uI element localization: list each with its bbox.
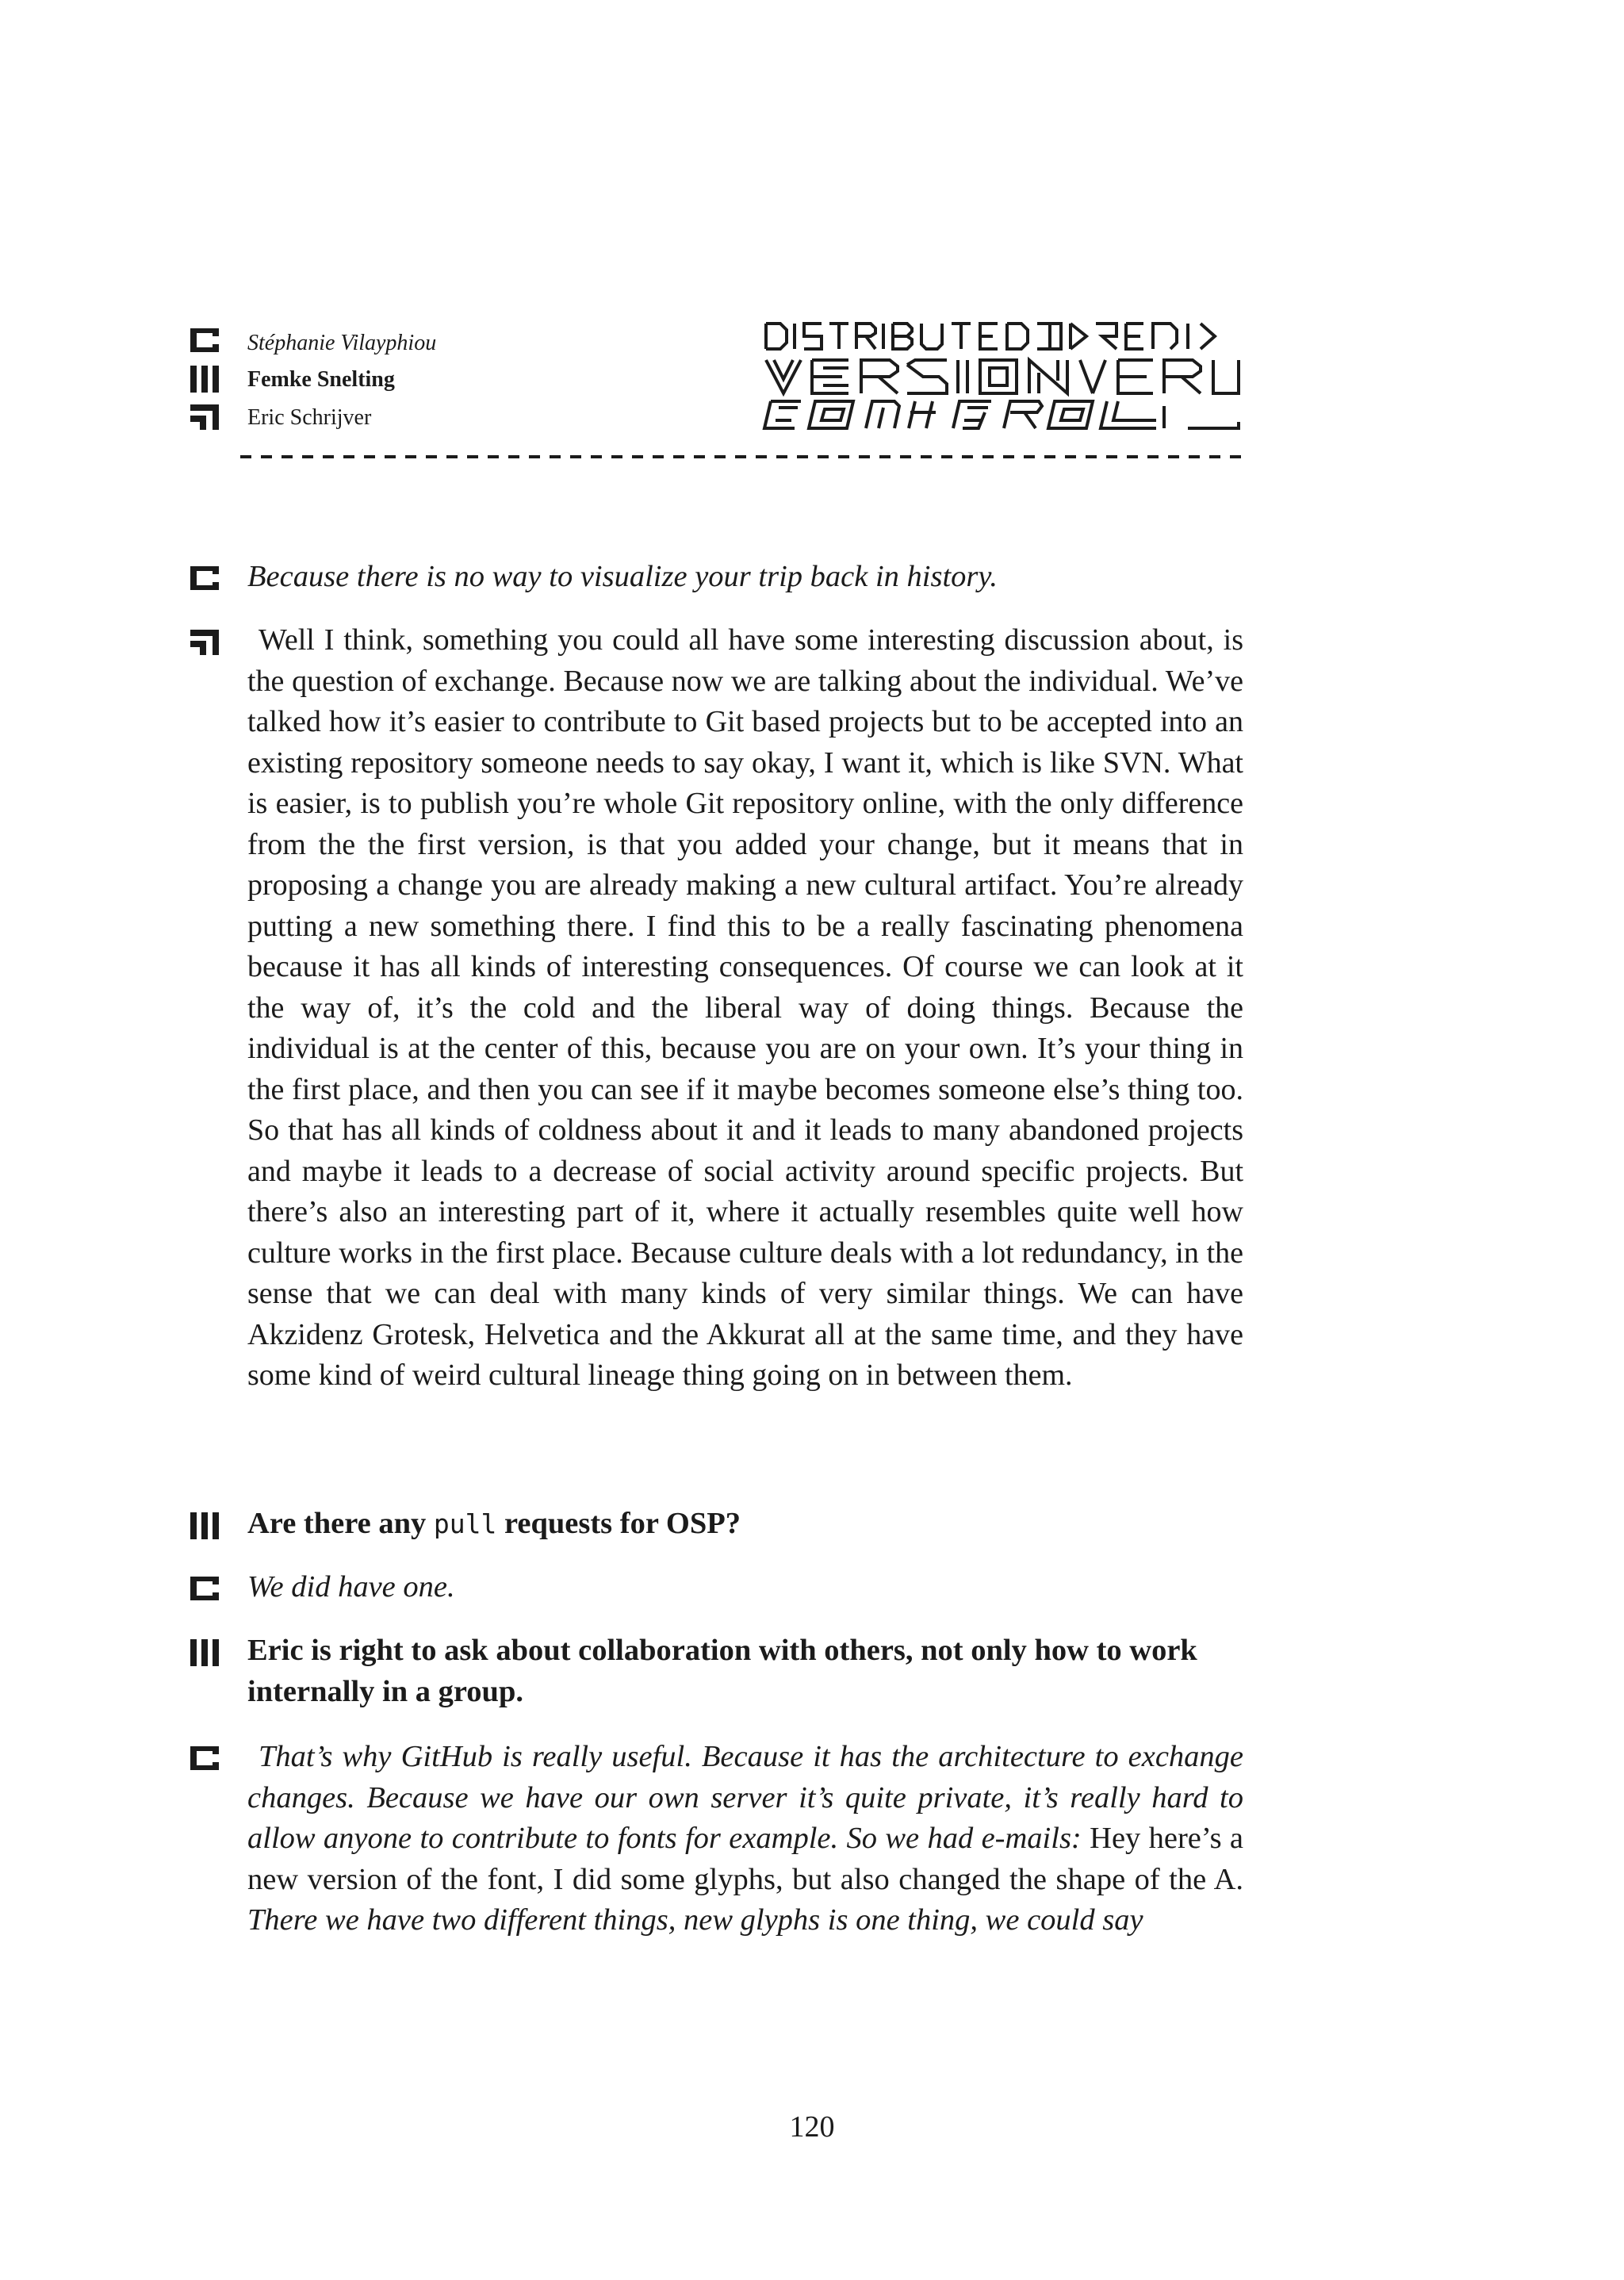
triple-bar-icon: [189, 1512, 220, 1540]
dialogue-block: [189, 1567, 1243, 1610]
hook-icon: [189, 628, 220, 657]
dialogue-block: [189, 1504, 1243, 1546]
square-bracket-icon: [189, 327, 220, 354]
triple-bar-icon: [189, 365, 220, 393]
page-number: 120: [789, 2110, 835, 2144]
dialogue-text: We did have one.: [247, 1570, 455, 1604]
dialogue-text: Eric is right to ask about collaboration with others, not only how to work internally in a group.: [247, 1634, 1197, 1708]
dialogue-block: [189, 557, 1243, 600]
dialogue-text-wrapper: [247, 1737, 1243, 1941]
dialogue-text: Because there is no way to visualize your trip back in history.: [247, 560, 998, 593]
logo-row-version: [766, 360, 1239, 393]
code-term: pull: [433, 1508, 497, 1539]
speaker-name-femke: Femke Snelting: [247, 367, 395, 392]
square-bracket-icon: [189, 1745, 220, 1772]
logo-row-distributed: [766, 324, 1215, 349]
dialogue-text: requests for OSP?: [504, 1507, 741, 1540]
triple-bar-icon: [189, 1638, 220, 1667]
dialogue-text-wrapper: [247, 620, 1243, 1397]
dialogue-text: Are there any: [247, 1507, 427, 1540]
dialogue-text: There we have two different things, new glyphs is one thing, we could say: [247, 1903, 1143, 1937]
square-bracket-icon: [189, 565, 220, 592]
dialogue-text-wrapper: [247, 1504, 1243, 1545]
email-quote: Hey here’s a new version of the font, I did some glyphs, but also changed the shape of the A.: [247, 1822, 1244, 1896]
square-bracket-icon: [189, 1575, 220, 1602]
dialogue-block: [189, 1630, 1243, 1718]
dialogue-block: [189, 620, 1243, 1493]
version-control-logo: [760, 317, 1245, 440]
logo-row-control: [764, 401, 1239, 428]
article-header: [189, 320, 1243, 471]
dialogue-text: Well I think, something you could all have some interesting discussion about, is the question of exchange. Because now we are talking about the individual. We’ve talked how it’s easier to contribute to Git based projects but to be accepted into an existing repository someone needs to say okay, I want it, which is like SVN. What is easier, is to publish you’re whole Git repository online, with the only difference from the the first version, is that you added your change, but it means that in proposing a change you are already making a new cultural artifact. You’re already putting a new something there. I find this to be a really fascinating phenomena because it has all kinds of interesting consequences. Of course we can look at it the way of, it’s the cold and the liberal way of doing things. Because the individual is at the center of this, because you are on your own. It’s your thing in the first place, and then you can see if it maybe becomes someone else’s thing too. So that has all kinds of coldness about it and it leads to many abandoned projects and maybe it leads to a decrease of social activity around specific projects. But there’s also an interesting part of it, where it actually resembles quite well how culture works in the first place. Because culture deals with a lot redundancy, in the sense that we can deal with many kinds of very similar things. We can have Akzidenz Grotesk, Helvetica and the Akkurat all at the same time, and they have some kind of weird cultural lineage thing going on in between them.: [247, 623, 1243, 1392]
dialogue-text: That’s why GitHub is really useful. Because it has the architecture to exchange changes. Because we have our own server it’s quite private, it’s really hard to allow anyone to contribute to fonts for example. So we had e-mails:: [247, 1740, 1243, 1855]
dialogue-block: [189, 1737, 1243, 1951]
header-dashed-rule: [240, 455, 1246, 458]
hook-icon: [189, 403, 220, 431]
speaker-name-stephanie: Stéphanie Vilayphiou: [247, 331, 437, 355]
speaker-name-eric: Eric Schrijver: [247, 405, 372, 430]
